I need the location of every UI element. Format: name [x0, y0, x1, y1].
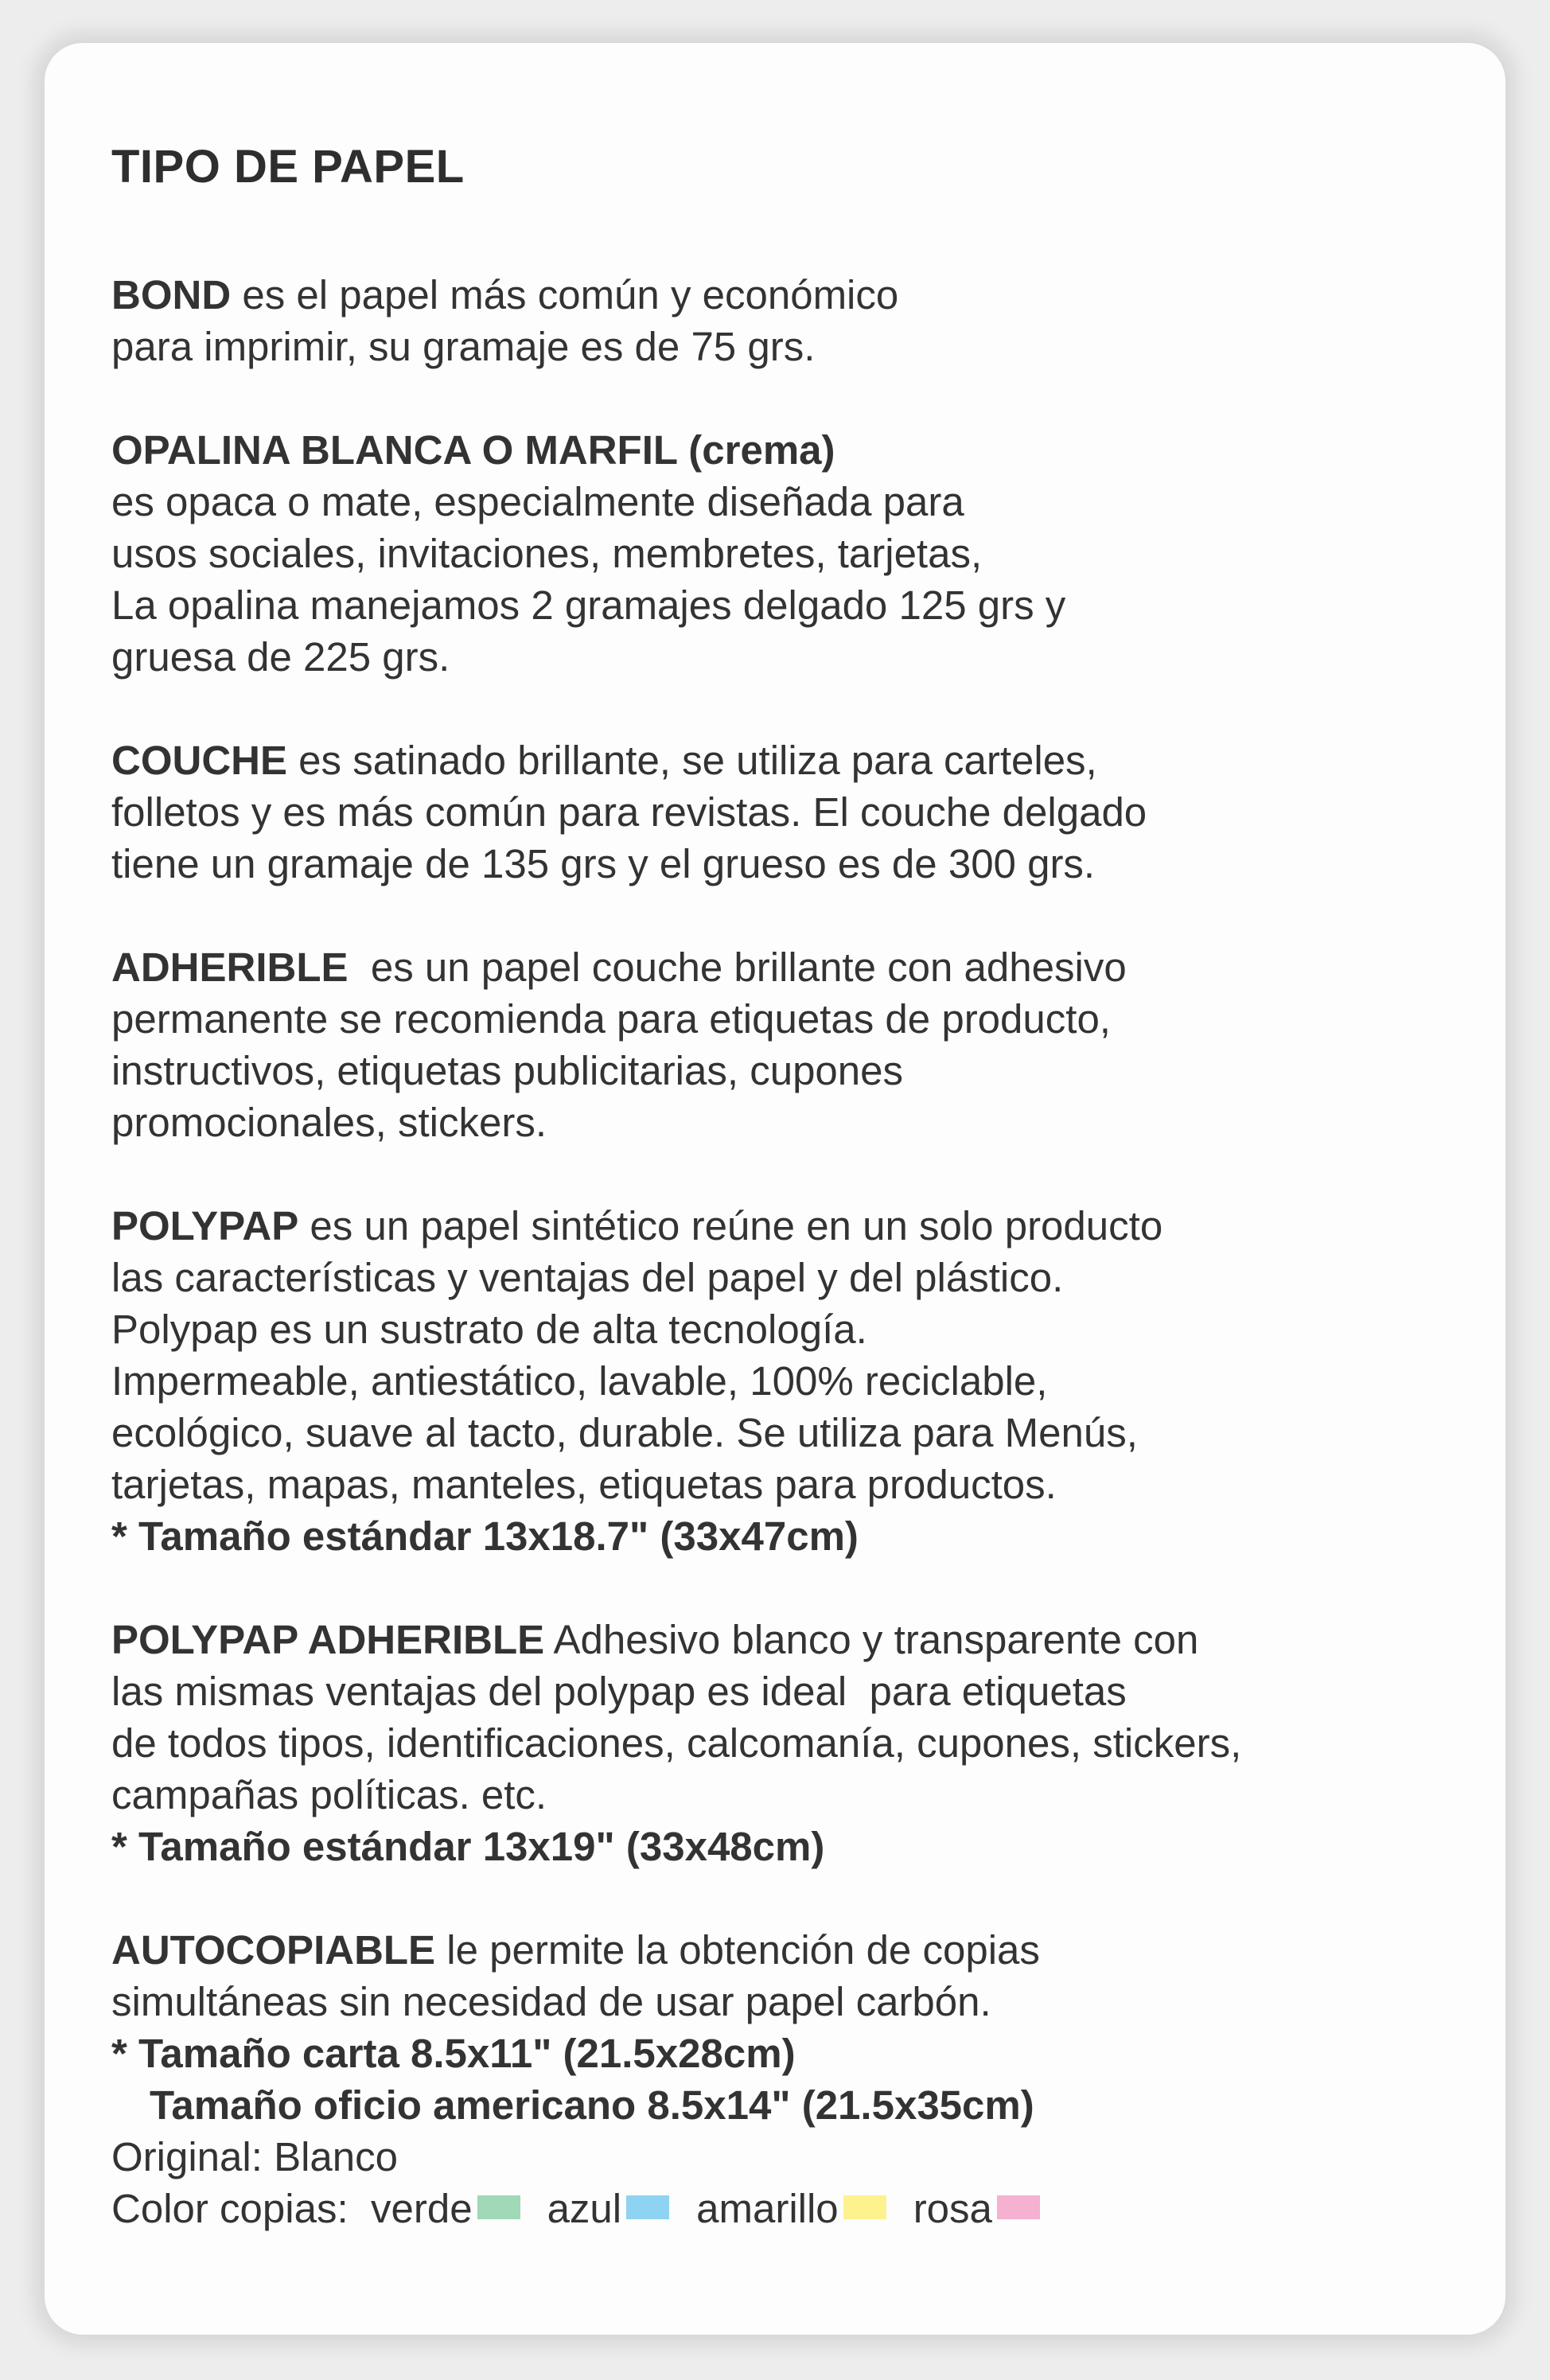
- polypap-text-5: ecológico, suave al tacto, durable. Se utiliza para Menús,: [111, 1410, 1138, 1455]
- adherible-text-2: permanente se recomienda para etiquetas de producto,: [111, 996, 1111, 1042]
- adherible-name: ADHERIBLE: [111, 945, 349, 990]
- autocopiable-text-2: simultáneas sin necesidad de usar papel carbón.: [111, 1979, 991, 2024]
- bond-name: BOND: [111, 272, 232, 317]
- opalina-name: OPALINA BLANCA O MARFIL (crema): [111, 427, 835, 473]
- adherible-text-1: es un papel couche brillante con adhesivo: [348, 945, 1127, 990]
- autocopiable-size-carta: * Tamaño carta 8.5x11" (21.5x28cm): [111, 2031, 796, 2076]
- opalina-text-2: usos sociales, invitaciones, membretes, tarjetas,: [111, 531, 983, 576]
- couche-text-2: folletos y es más común para revistas. El couche delgado: [111, 789, 1147, 835]
- polypap-text-1: es un papel sintético reúne en un solo producto: [298, 1203, 1163, 1248]
- section-autocopiable: [111, 1924, 1505, 2234]
- bond-text-1: es el papel más común y económico: [231, 272, 899, 317]
- copy-colors-label: Color copias:: [111, 2186, 371, 2231]
- copy-color-verde-swatch: [477, 2195, 520, 2219]
- polypap-adherible-text-3: de todos tipos, identificaciones, calcomanía, cupones, stickers,: [111, 1720, 1242, 1766]
- copy-color-amarillo-swatch: [843, 2195, 886, 2219]
- polypap-size: * Tamaño estándar 13x18.7" (33x47cm): [111, 1513, 859, 1559]
- adherible-text-3: instructivos, etiquetas publicitarias, cupones: [111, 1048, 904, 1093]
- polypap-adherible-text-1: Adhesivo blanco y transparente con: [544, 1617, 1199, 1662]
- couche-name: COUCHE: [111, 738, 288, 783]
- autocopiable-original: Original: Blanco: [111, 2134, 399, 2179]
- couche-text-3: tiene un gramaje de 135 grs y el grueso es de 300 grs.: [111, 841, 1096, 886]
- copy-color-azul-swatch: [626, 2195, 669, 2219]
- polypap-adherible-name: POLYPAP ADHERIBLE: [111, 1617, 545, 1662]
- autocopiable-size-oficio: Tamaño oficio americano 8.5x14" (21.5x35cm): [150, 2082, 1034, 2128]
- section-polypap-adherible: [111, 1614, 1505, 1872]
- section-polypap: [111, 1200, 1505, 1562]
- opalina-text-1: es opaca o mate, especialmente diseñada para: [111, 479, 964, 524]
- adherible-text-4: promocionales, stickers.: [111, 1100, 547, 1145]
- copy-color-amarillo-label: amarillo: [696, 2186, 839, 2231]
- polypap-adherible-text-4: campañas políticas. etc.: [111, 1772, 547, 1817]
- bond-text-2: para imprimir, su gramaje es de 75 grs.: [111, 324, 816, 369]
- polypap-name: POLYPAP: [111, 1203, 299, 1248]
- autocopiable-text-1: le permite la obtención de copias: [435, 1927, 1040, 1973]
- polypap-text-2: las características y ventajas del papel y del plástico.: [111, 1255, 1064, 1300]
- section-adherible: [111, 941, 1505, 1148]
- page-title: TIPO DE PAPEL: [111, 141, 465, 193]
- opalina-text-4: gruesa de 225 grs.: [111, 634, 450, 680]
- paper-types-card: [45, 43, 1505, 2335]
- polypap-text-3: Polypap es un sustrato de alta tecnología.: [111, 1307, 867, 1352]
- polypap-text-4: Impermeable, antiestático, lavable, 100% reciclable,: [111, 1358, 1048, 1404]
- polypap-text-6: tarjetas, mapas, manteles, etiquetas para productos.: [111, 1462, 1057, 1507]
- opalina-text-3: La opalina manejamos 2 gramajes delgado 125 grs y: [111, 582, 1066, 628]
- polypap-adherible-text-2: las mismas ventajas del polypap es ideal para etiquetas: [111, 1669, 1127, 1714]
- section-bond: [111, 269, 1505, 372]
- section-couche: [111, 734, 1505, 890]
- copy-color-rosa-label: rosa: [913, 2186, 992, 2231]
- copy-color-verde-label: verde: [370, 2186, 473, 2231]
- autocopiable-name: AUTOCOPIABLE: [111, 1927, 436, 1973]
- copy-colors-row: [111, 2183, 1505, 2234]
- copy-color-azul-label: azul: [547, 2186, 622, 2231]
- copy-color-rosa-swatch: [997, 2195, 1040, 2219]
- couche-text-1: es satinado brillante, se utiliza para carteles,: [287, 738, 1097, 783]
- polypap-adherible-size: * Tamaño estándar 13x19" (33x48cm): [111, 1824, 825, 1869]
- section-opalina: [111, 424, 1505, 683]
